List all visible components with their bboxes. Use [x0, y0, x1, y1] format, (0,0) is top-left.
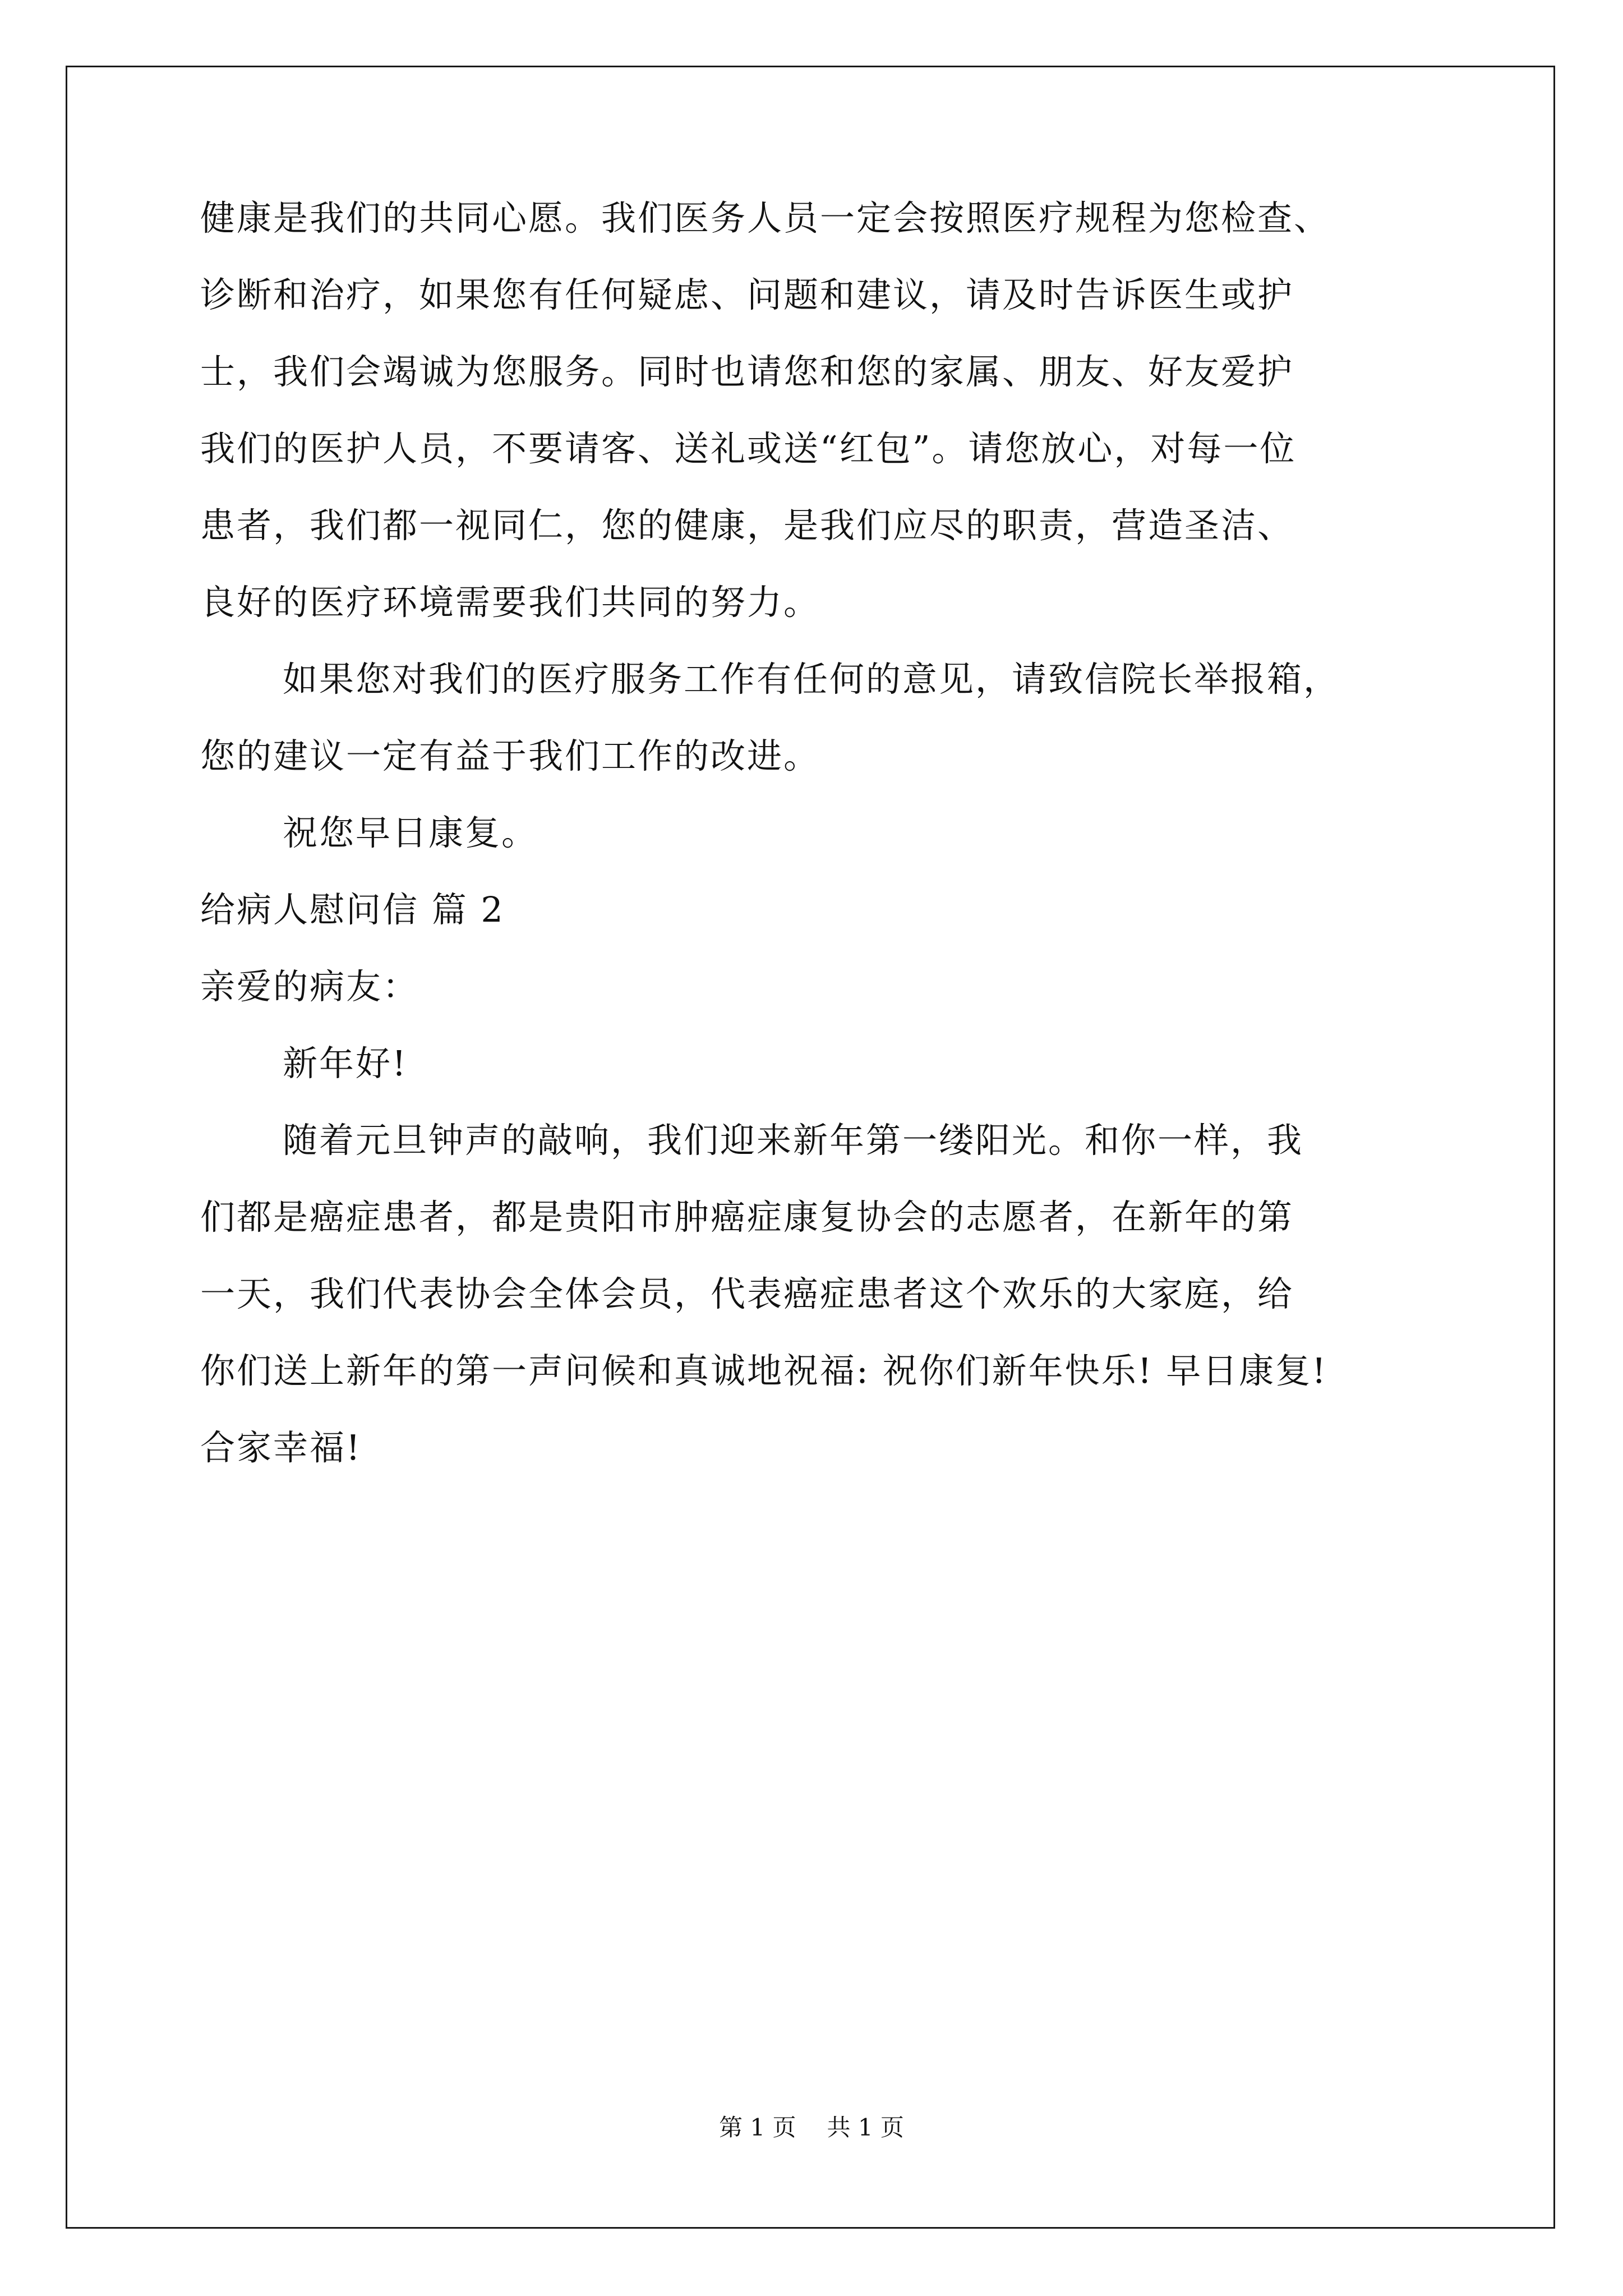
paragraph-line: 您的建议一定有益于我们工作的改进。 [200, 735, 820, 776]
paragraph-line: 随着元旦钟声的敲响，我们迎来新年第一缕阳光。和你一样，我 [283, 1120, 1304, 1161]
paragraph-line: 诊断和治疗，如果您有任何疑虑、问题和建议，请及时告诉医生或护 [200, 274, 1294, 315]
greeting-line: 新年好! [283, 1043, 408, 1084]
section-heading: 给病人慰问信 篇 2 [200, 889, 505, 930]
page-total: 共 1 页 [827, 2114, 904, 2141]
closing-line: 祝您早日康复。 [283, 812, 538, 853]
paragraph-line: 良好的医疗环境需要我们共同的努力。 [200, 582, 820, 623]
paragraph-line: 们都是癌症患者，都是贵阳市肿癌症康复协会的志愿者，在新年的第 [200, 1197, 1294, 1237]
paragraph-line: 合家幸福! [200, 1427, 362, 1468]
page-footer [0, 2116, 1623, 2139]
paragraph-line: 我们的医护人员，不要请客、送礼或送“红包”。请您放心，对每一位 [200, 428, 1297, 469]
paragraph-line: 患者，我们都一视同仁，您的健康，是我们应尽的职责，营造圣洁、 [200, 505, 1294, 546]
paragraph-line: 你们送上新年的第一声问候和真诚地祝福: 祝你们新年快乐! 早日康复! [200, 1350, 1328, 1391]
paragraph-line: 一天，我们代表协会全体会员，代表癌症患者这个欢乐的大家庭，给 [200, 1273, 1294, 1314]
page-number: 第 1 页 [719, 2114, 796, 2141]
paragraph-line: 如果您对我们的医疗服务工作有任何的意见，请致信院长举报箱， [283, 659, 1340, 700]
salutation: 亲爱的病友： [200, 966, 419, 1007]
paragraph-line: 士，我们会竭诚为您服务。同时也请您和您的家属、朋友、好友爱护 [200, 351, 1294, 392]
paragraph-line: 健康是我们的共同心愿。我们医务人员一定会按照医疗规程为您检查、 [200, 197, 1331, 238]
